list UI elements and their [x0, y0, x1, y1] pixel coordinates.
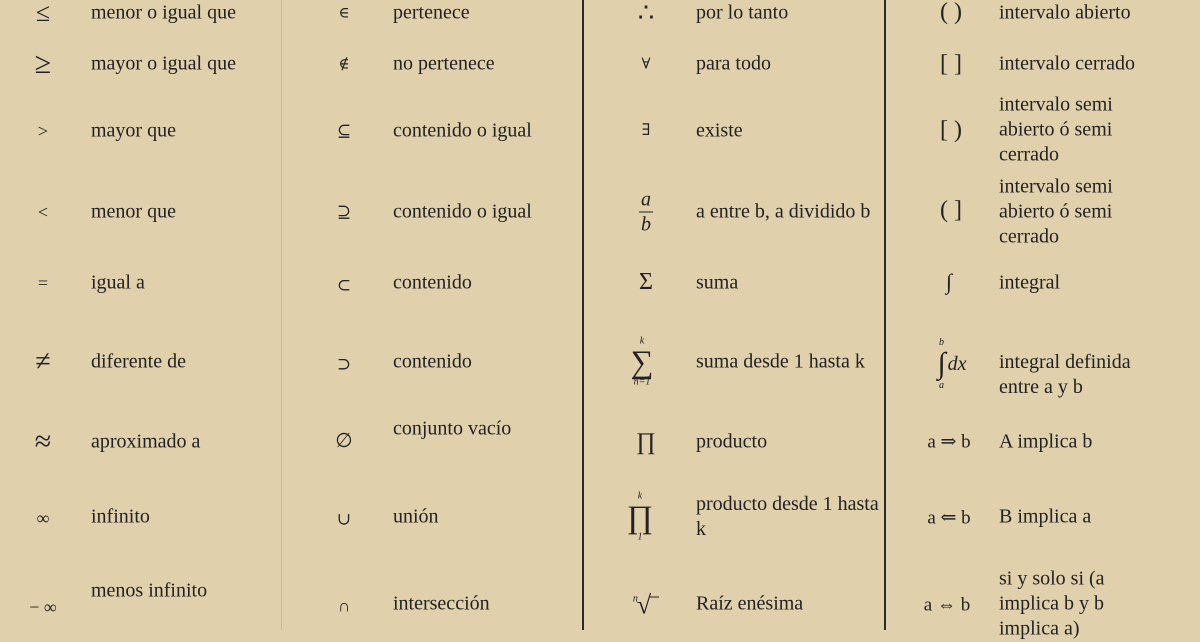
superset-equal-symbol: ⊇ — [336, 202, 352, 222]
approx-symbol: ≈ — [34, 425, 52, 458]
summation-icon: ∑ — [630, 343, 654, 380]
symbol-label: mayor o igual que — [91, 52, 236, 75]
lower-limit: a — [939, 380, 945, 391]
intersection-symbol: ∩ — [337, 596, 351, 616]
symbol-label: mayor que — [91, 119, 176, 142]
column-divider — [281, 0, 282, 630]
symbol-label: contenido o igual — [393, 119, 532, 142]
open-interval-symbol: ( ) — [940, 0, 962, 25]
symbol-label: intervalo semi abierto ó semi cerrado — [999, 93, 1113, 166]
subset-symbol: ⊂ — [336, 275, 352, 295]
exists-symbol: ∃ — [641, 122, 651, 139]
union-symbol: ∪ — [336, 509, 352, 529]
symbol-label: aproximado a — [91, 430, 201, 453]
for-all-symbol: ∀ — [641, 56, 651, 73]
equals-symbol: = — [37, 273, 49, 293]
empty-set-symbol: ∅ — [335, 430, 353, 452]
product-icon: ∏ — [626, 498, 654, 535]
symbol-label: diferente de — [91, 350, 186, 373]
not-element-of-symbol: ∉ — [338, 56, 350, 73]
symbol-label: menor o igual que — [91, 1, 236, 24]
column-divider — [884, 0, 886, 630]
definite-integral-symbol — [917, 333, 987, 391]
fraction-denominator: b — [641, 213, 651, 236]
upper-limit: k — [637, 490, 643, 502]
minus-infinity-symbol: − ∞ — [29, 597, 57, 617]
symbol-label: por lo tanto — [696, 1, 789, 24]
symbol-label: intersección — [393, 592, 490, 615]
implies-symbol: a ⇒ b — [927, 431, 971, 453]
element-of-symbol: ∈ — [338, 5, 350, 22]
lower-limit: 1 — [637, 531, 643, 543]
product-symbol: ∏ — [636, 429, 656, 455]
symbol-label: menos infinito — [91, 579, 208, 602]
half-closed-interval-symbol: ( ] — [940, 197, 962, 223]
symbol-label: contenido o igual — [393, 200, 532, 223]
symbol-label: contenido — [393, 271, 472, 294]
less-than-symbol: < — [37, 202, 49, 222]
closed-interval-symbol: [ ] — [940, 51, 962, 77]
upper-limit: b — [939, 337, 945, 348]
greater-than-symbol: > — [37, 121, 49, 141]
subset-equal-symbol: ⊆ — [336, 121, 352, 141]
integral-icon: ∫ — [937, 347, 946, 380]
symbol-label: para todo — [696, 52, 771, 75]
symbol-label: contenido — [393, 350, 472, 373]
half-open-interval-symbol: [ ) — [940, 117, 962, 143]
symbol-label: infinito — [91, 505, 150, 528]
symbol-label: pertenece — [393, 1, 470, 24]
symbol-label: existe — [696, 119, 743, 142]
product-limits-symbol — [610, 491, 670, 544]
infinity-symbol: ∞ — [36, 508, 50, 528]
not-equal-symbol: ≠ — [35, 346, 51, 377]
less-equal-symbol: ≤ — [35, 0, 51, 27]
symbol-label: igual a — [91, 271, 145, 294]
implied-by-symbol: a ⇐ b — [927, 507, 971, 529]
symbol-label: A implica b — [999, 430, 1093, 453]
symbol-label: si y solo si (a implica b y b implica a) — [999, 567, 1105, 640]
column-divider — [582, 0, 584, 630]
symbol-label: intervalo abierto — [999, 1, 1131, 24]
summation-limits-symbol — [612, 336, 672, 389]
superset-symbol: ⊃ — [336, 354, 352, 374]
differential: dx — [947, 353, 967, 375]
symbol-label: Raíz enésima — [696, 592, 804, 615]
therefore-symbol: ∴ — [637, 0, 655, 27]
symbol-label: no pertenece — [393, 52, 495, 75]
symbol-label: producto — [696, 430, 768, 453]
fraction-symbol — [616, 190, 676, 235]
symbol-label: B implica a — [999, 505, 1092, 528]
nth-root-symbol — [616, 590, 676, 619]
greater-equal-symbol: ≥ — [34, 47, 52, 80]
root-index: n — [632, 593, 638, 605]
radical-icon: √ — [636, 590, 652, 620]
lower-limit: n=1 — [633, 376, 651, 388]
symbol-label: menor que — [91, 200, 176, 223]
symbol-label: intervalo cerrado — [999, 52, 1136, 75]
upper-limit: k — [639, 335, 645, 347]
iff-symbol: a ⇔ b — [923, 594, 971, 616]
symbol-label: intervalo semi abierto ó semi cerrado — [999, 175, 1113, 248]
fraction-numerator: a — [641, 188, 651, 211]
symbol-label: suma — [696, 271, 739, 294]
symbol-label: suma desde 1 hasta k — [696, 350, 865, 373]
symbol-label: integral definida entre a y b — [999, 351, 1131, 398]
symbol-label: producto desde 1 hasta k — [696, 493, 879, 540]
symbol-label: unión — [393, 505, 439, 528]
symbol-label: a entre b, a dividido b — [696, 200, 871, 223]
symbol-label: integral — [999, 271, 1061, 294]
symbol-label: conjunto vacío — [393, 417, 512, 440]
sigma-symbol: Σ — [639, 269, 653, 295]
integral-symbol: ∫ — [945, 269, 953, 294]
